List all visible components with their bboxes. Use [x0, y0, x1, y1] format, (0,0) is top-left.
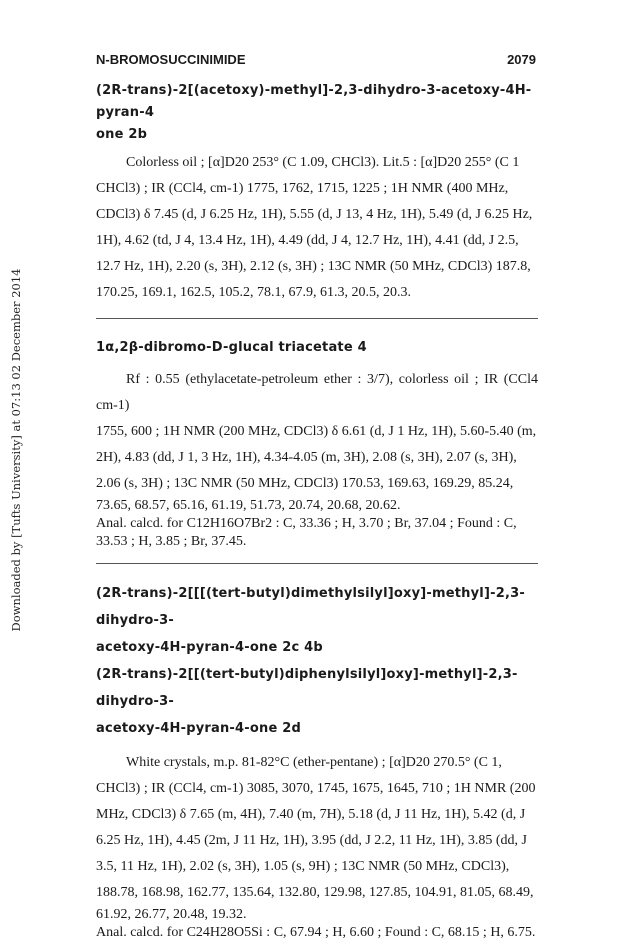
data-line: 2.06 (s, 3H) ; 13C NMR (50 MHz, CDCl3) 170.53, 169.63, 169.29, 85.24, [96, 476, 514, 491]
title-line: 1α,2β-dibromo-D-glucal triacetate 4 [96, 340, 367, 355]
analysis-line: 33.53 ; H, 3.85 ; Br, 37.45. [96, 534, 247, 549]
page-body [96, 76, 538, 942]
compound-4-data [96, 367, 538, 497]
title-line: (2R-trans)-2[[(tert-butyl)diphenylsilyl]oxy]-methyl]-2,3-dihydro-3- [96, 667, 518, 709]
data-line: White crystals, m.p. 81-82°C (ether-pentane) ; [α]D20 270.5° (C 1, [126, 755, 502, 770]
compound-4-title [96, 337, 538, 359]
data-line: MHz, CDCl3) δ 7.65 (m, 4H), 7.40 (m, 7H), 5.18 (d, J 11 Hz, 1H), 5.42 (d, J [96, 807, 526, 822]
data-line: 61.92, 26.77, 20.48, 19.32. [96, 907, 247, 922]
data-line: 12.7 Hz, 1H), 2.20 (s, 3H), 2.12 (s, 3H) ; 13C NMR (50 MHz, CDCl3) 187.8, [96, 259, 531, 274]
download-note: Downloaded by [Tufts University] at 07:13 02 December 2014 [9, 268, 23, 632]
data-line: Colorless oil ; [α]D20 253° (C 1.09, CHCl3). Lit.5 : [α]D20 255° (C 1 [126, 155, 520, 170]
compound-2b-data [96, 150, 538, 306]
title-line: (2R-trans)-2[[[(tert-butyl)dimethylsilyl]oxy]-methyl]-2,3-dihydro-3- [96, 586, 525, 628]
running-header [96, 52, 536, 67]
compound-2d-data [96, 750, 538, 906]
title-line: one 2b [96, 127, 148, 142]
data-line: 2H), 4.83 (dd, J 1, 3 Hz, 1H), 4.34-4.05 (m, 3H), 2.08 (s, 3H), 2.07 (s, 3H), [96, 450, 517, 465]
running-title: N-BROMOSUCCINIMIDE [96, 52, 246, 67]
data-line: 6.25 Hz, 1H), 4.45 (2m, J 11 Hz, 1H), 3.95 (dd, J 2.2, 11 Hz, 1H), 3.85 (dd, J [96, 833, 527, 848]
download-watermark [2, 200, 30, 700]
compound-2b-title [96, 80, 538, 146]
data-line: Rf : 0.55 (ethylacetate-petroleum ether : 3/7), colorless oil ; IR (CCl4 cm-1) [96, 372, 538, 413]
analysis-line: Anal. calcd. for C24H28O5Si : C, 67.94 ; H, 6.60 ; Found : C, 68.15 ; H, 6.75. [96, 925, 536, 940]
data-line: CHCl3) ; IR (CCl4, cm-1) 1775, 1762, 1715, 1225 ; 1H NMR (400 MHz, [96, 181, 509, 196]
compound-4-analysis [96, 515, 538, 551]
data-line: 188.78, 168.98, 162.77, 135.64, 132.80, 129.98, 127.85, 104.91, 81.05, 68.49, [96, 885, 534, 900]
data-line: 3.5, 11 Hz, 1H), 2.02 (s, 3H), 1.05 (s, 9H) ; 13C NMR (50 MHz, CDCl3), [96, 859, 510, 874]
compound-4-section [96, 337, 538, 551]
compound-2c-2d-title [96, 580, 538, 742]
data-line: 1755, 600 ; 1H NMR (200 MHz, CDCl3) δ 6.61 (d, J 1 Hz, 1H), 5.60-5.40 (m, [96, 424, 537, 439]
data-line: CHCl3) ; IR (CCl4, cm-1) 3085, 3070, 1745, 1675, 1645, 710 ; 1H NMR (200 [96, 781, 536, 796]
compound-2d-analysis [96, 924, 538, 942]
analysis-line: Anal. calcd. for C12H16O7Br2 : C, 33.36 ; H, 3.70 ; Br, 37.04 ; Found : C, [96, 516, 517, 531]
compound-2c-2d-section [96, 580, 538, 942]
title-line: (2R-trans)-2[(acetoxy)-methyl]-2,3-dihydro-3-acetoxy-4H-pyran-4 [96, 83, 532, 120]
data-line: 1H), 4.62 (td, J 4, 13.4 Hz, 1H), 4.49 (dd, J 4, 12.7 Hz, 1H), 4.41 (dd, J 2.5, [96, 233, 519, 248]
data-line: CDCl3) δ 7.45 (d, J 6.25 Hz, 1H), 5.55 (d, J 13, 4 Hz, 1H), 5.49 (d, J 6.25 Hz, [96, 207, 533, 222]
compound-2b-section [96, 80, 538, 306]
compound-2d-data-tail [96, 906, 538, 924]
data-line: 170.25, 169.1, 162.5, 105.2, 78.1, 67.9, 61.3, 20.5, 20.3. [96, 285, 411, 300]
compound-4-data-tail [96, 497, 538, 515]
data-line: 73.65, 68.57, 65.16, 61.19, 51.73, 20.74, 20.68, 20.62. [96, 498, 401, 513]
title-line: acetoxy-4H-pyran-4-one 2d [96, 721, 301, 736]
title-line: acetoxy-4H-pyran-4-one 2c 4b [96, 640, 323, 655]
page-number: 2079 [507, 52, 536, 67]
